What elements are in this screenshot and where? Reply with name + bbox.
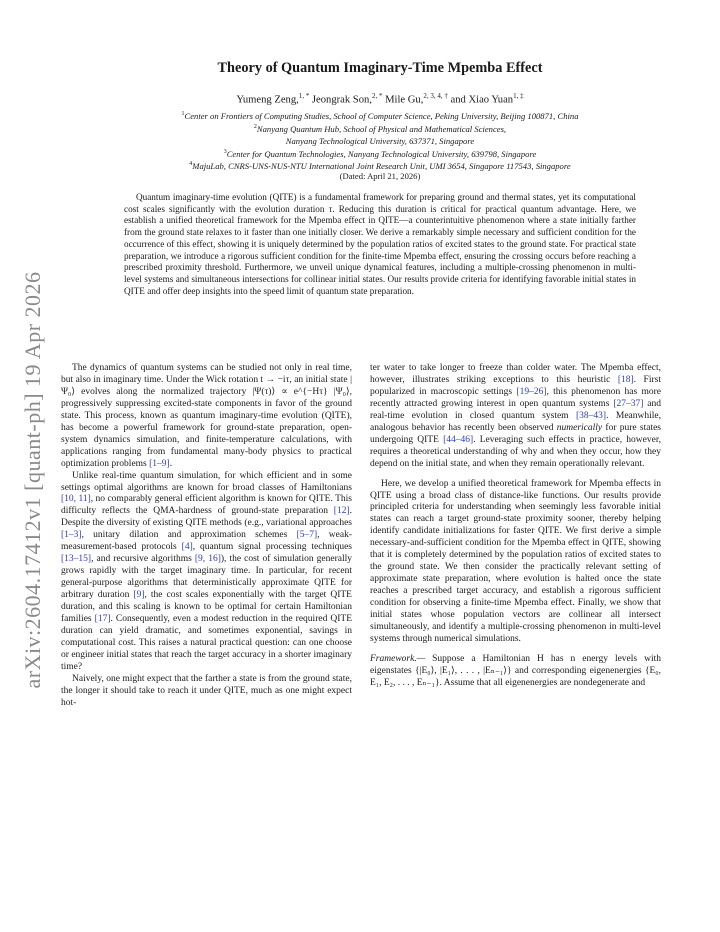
author-list: [80, 92, 680, 106]
affiliation-text: Center on Frontiers of Computing Studies, School of Computer Science, Peking University, Beijing 100871, China: [184, 110, 579, 121]
citation-link[interactable]: [13–15]: [61, 554, 92, 565]
citation-link[interactable]: [10, 11]: [61, 494, 91, 505]
author: Mile Gu,: [385, 94, 424, 106]
citation-link[interactable]: [9]: [133, 590, 145, 601]
arxiv-side-stamp: arXiv:2604.17412v1 [quant-ph] 19 Apr 2026: [20, 271, 45, 689]
affiliation-text: Center for Quantum Technologies, Nanyang Technological University, 639798, Singapore: [226, 148, 537, 159]
italic-text: Framework.—: [370, 653, 426, 664]
citation-link[interactable]: [1–9]: [149, 458, 170, 469]
citation-link[interactable]: [5–7]: [296, 530, 318, 541]
citation-link[interactable]: [12]: [333, 506, 350, 517]
citation-link[interactable]: [17]: [94, 614, 111, 625]
affiliation-marker: 3: [223, 148, 227, 155]
affiliation-marker: 1: [181, 111, 185, 117]
abstract: Quantum imaginary-time evolution (QITE) is a fundamental framework for preparing ground and thermal states, yet its computational cost scales significantly with the evolution duration τ. Reducing this duration is critical for practical quantum advantage. Here, we establish a unified theoretical framework for the Mpemba effect in QITE—a counterintuitive phenomenon where a state initially farther from the ground state relaxes to it faster than one initially closer. We derive a remarkably simple necessary and sufficient condition for the occurrence of this effect, showing it is uniquely determined by the population ratios of excited states to the ground state. For practical state preparation, we introduce a rigorous sufficient condition for the finite-time Mpemba effect, ensuring the crossing occurs before reaching a prescribed proximity threshold. Furthermore, we unveil unique dynamical features, including a multiple-crossing phenomenon in multi-level systems and simultaneous intersections for collinear initial states. Our results provide criteria for identifying favorable initial states in QITE and offer deep insights into the speed limit of quantum state preparation.: [124, 192, 636, 296]
paragraph: ter water to take longer to freeze than colder water. The Mpemba effect, however, illustrates striking exceptions to this heuristic [18]. First popularized in macroscopic settings [19–26], this phenomenon has more recently attracted growing interest in open quantum systems [27–37] and real-time evolution in closed quantum system [38–43]. Meanwhile, analogous behavior has recently been observed numerically for pure states undergoing QITE [44–46]. Leveraging such effects in practice, however, requires a theoretical understanding of why and when they occur, how they depend on the initial state, and when they remain operationally relevant.: [370, 363, 662, 469]
citation-link[interactable]: [4]: [181, 542, 193, 553]
citation-link[interactable]: [9, 16]: [194, 554, 221, 565]
citation-link[interactable]: [27–37]: [613, 398, 644, 409]
affiliation-marker: 4: [189, 161, 193, 168]
affiliation: [60, 122, 700, 135]
author-affil-marker: 1, ‡: [513, 92, 524, 100]
paragraph: Unlike real-time quantum simulation, for which efficient and in some settings optimal algorithms are known for broad classes of Hamiltonians [10, 11], no comparably general efficient algorithm is known for QITE. This difficulty reflects the QMA-hardness of ground-state preparation [12]. Despite the diversity of existing QITE methods (e.g., variational approaches [1–3], unitary dilation and approximation schemes [5–7], weak-measurement-based protocols [4], quantum signal processing techniques [13–15], and recursive algorithms [9, 16]), the cost of simulation generally grows rapidly with the target imaginary time. In particular, for recent general-purpose algorithms that deterministically approximate QITE for arbitrary duration [9], the cost scales exponentially with the target QITE duration, and this scaling is known to be optimal for certain Hamiltonian families [17]. Consequently, even a modest reduction in the required QITE duration can yield dramatic, and sometimes exponential, savings in computational cost. This raises a natural practical question: can one choose or engineer initial states that reach the target accuracy in a shorter imaginary time?: [61, 470, 353, 672]
affiliation: [60, 147, 700, 160]
paragraph: Naively, one might expect that the farther a state is from the ground state, the longer it should take to reach it under QITE, much as one might expect hot-: [61, 673, 352, 708]
citation-link[interactable]: [18]: [617, 374, 634, 385]
paper-title: Theory of Quantum Imaginary-Time Mpemba Effect: [217, 60, 543, 76]
author-affil-marker: 2, 3, 4, †: [423, 92, 448, 100]
left-column: [61, 363, 352, 710]
right-column: [370, 363, 661, 690]
affiliation-text: MajuLab, CNRS-UNS-NUS-NTU International Joint Research Unit, UMI 3654, Singapore 117543, Singapore: [192, 161, 571, 172]
author: Yumeng Zeng,: [236, 94, 299, 106]
affiliation: [60, 134, 700, 147]
dated-line: (Dated: April 21, 2026): [339, 171, 421, 181]
paragraph: The dynamics of quantum systems can be studied not only in real time, but also in imaginary time. Under the Wick rotation t → −iτ, an initial state |Ψ₀⟩ evolves along the normalized trajectory |Ψ(τ)⟩ ∝ e^{−Hτ} |Ψ₀⟩, progressively suppressing excited-state components in favor of the ground state. This process, known as quantum imaginary-time evolution (QITE), has become a powerful framework for ground-state preparation, open-system dynamics simulation, and finite-temperature calculations, with applications ranging from fundamental many-body physics to practical optimization problems [1–9].: [61, 363, 352, 469]
citation-link[interactable]: [1–3]: [61, 530, 82, 541]
author-affil-marker: 2, *: [371, 92, 383, 100]
affiliation-text: Nanyang Quantum Hub, School of Physical and Mathematical Sciences,: [256, 123, 507, 134]
paragraph: Here, we develop a unified theoretical framework for Mpemba effects in QITE using a broad class of distance-like functions. Our results provide principled criteria for understanding when seemingly less favorable initial states can reach a target ground-state proximity sooner, thereby helping identify candidate initializations for faster QITE. We first derive a simple necessary-and-sufficient condition for the Mpemba effect in QITE, showing that it is completely determined by the population ratios of excited states to the ground state. We then consider the practically relevant setting of approximate state preparation, where evolution is halted once the state reaches a prescribed target accuracy, and establish a rigorous sufficient condition for observing a finite-time Mpemba effect. Finally, we show that initial states whose population vectors are collinear all intersect simultaneously, and identify a multiple-crossing phenomenon in multi-level systems through numerical simulations.: [370, 478, 661, 644]
italic-text: numerically: [556, 422, 603, 433]
citation-link[interactable]: [38–43]: [576, 410, 607, 421]
affiliation: [60, 159, 700, 172]
author-affil-marker: 1, *: [298, 92, 310, 100]
author: Jeongrak Son,: [311, 94, 372, 106]
affiliation: [60, 109, 700, 122]
author: and Xiao Yuan: [450, 94, 514, 106]
citation-link[interactable]: [44–46]: [443, 434, 474, 445]
affiliation-marker: 2: [253, 123, 257, 130]
affiliation-text: Nanyang Technological University, 637371, Singapore: [285, 135, 475, 146]
citation-link[interactable]: [19–26]: [516, 386, 547, 397]
affiliation-list: [60, 109, 700, 172]
paragraph: Framework.— Suppose a Hamiltonian H has n energy levels with eigenstates {|E₀⟩, |E₁⟩, . . . , |Eₙ₋₁⟩} and corresponding eigenenergies {E₀, E₁, E₂, . . . , Eₙ₋₁}. Assume that all eigenenergies are nondegenerate and: [370, 653, 661, 688]
